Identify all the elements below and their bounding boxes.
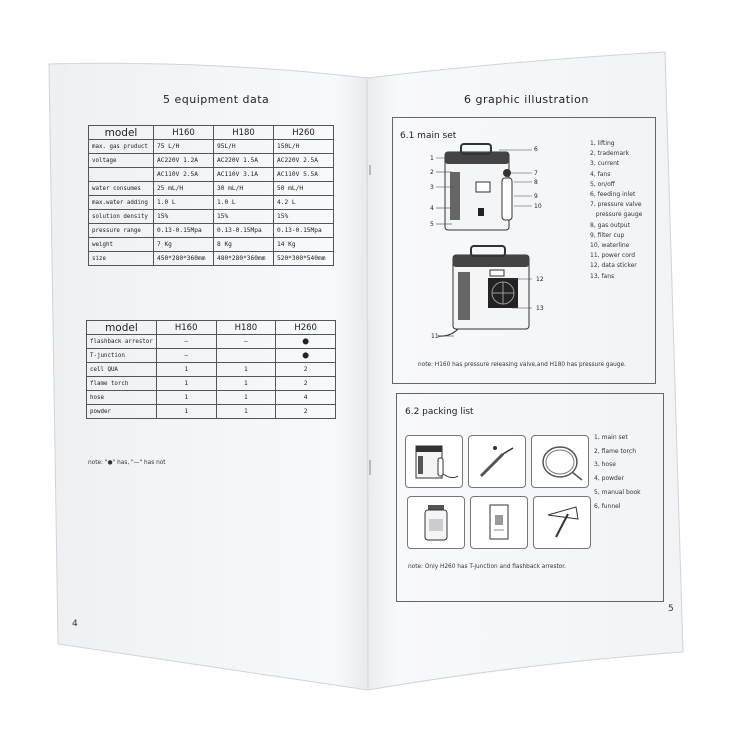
row-label: flashback arrestor	[87, 335, 157, 349]
table-row	[87, 405, 336, 419]
row-label: cell QUA	[87, 363, 157, 377]
packing-list-legend	[594, 431, 641, 513]
powder-thumb	[407, 496, 465, 549]
cell: 14 Kg	[274, 238, 334, 252]
cell: 520*300*540mm	[274, 252, 334, 266]
header-h160: H160	[154, 126, 214, 140]
table-row	[87, 335, 336, 349]
cell: 0.13-0.15Mpa	[214, 224, 274, 238]
main-set-title: 6.1 main set	[400, 131, 457, 141]
callout-11: 11	[431, 333, 439, 340]
row-label: water consumes	[89, 182, 154, 196]
table-row	[89, 182, 334, 196]
cell: 1.0 L	[214, 196, 274, 210]
cell: 50 mL/H	[274, 182, 334, 196]
table-row	[89, 252, 334, 266]
flame-torch-thumb	[468, 435, 526, 488]
legend-item: 10, waterline	[590, 242, 630, 250]
table-row	[87, 349, 336, 363]
cell: 4.2 L	[274, 196, 334, 210]
cell: 2	[276, 405, 336, 419]
callout-6: 6	[534, 146, 538, 153]
callout-5: 5	[430, 221, 434, 228]
table-row	[89, 140, 334, 154]
callout-8: 8	[534, 179, 538, 186]
table-row	[89, 210, 334, 224]
callout-7: 7	[534, 170, 538, 177]
cell: ●	[276, 349, 336, 363]
row-label: T-junction	[87, 349, 157, 363]
cell: AC110V 3.1A	[214, 168, 274, 182]
row-label: weight	[89, 238, 154, 252]
header-model: model	[87, 321, 157, 335]
cell: 8 Kg	[214, 238, 274, 252]
section-5-title: 5 equipment data	[163, 93, 270, 106]
cell: 7 Kg	[154, 238, 214, 252]
callout-9: 9	[534, 193, 538, 200]
packing-item: 6, funnel	[594, 502, 621, 510]
row-label: flame torch	[87, 377, 157, 391]
table-row	[89, 224, 334, 238]
packing-list-note: note: Only H260 has T-junction and flashback arrestor.	[408, 564, 566, 570]
row-label: size	[89, 252, 154, 266]
row-label: pressure range	[89, 224, 154, 238]
row-label: powder	[87, 405, 157, 419]
legend-item: 11, power cord	[590, 252, 636, 260]
table-row	[89, 168, 334, 182]
cell: 25 mL/H	[154, 182, 214, 196]
legend-item: 7, pressure valve	[590, 201, 642, 209]
packing-item: 2, flame torch	[594, 447, 636, 455]
header-h260: H260	[274, 126, 334, 140]
main-set-thumb	[405, 435, 463, 488]
table-row	[89, 154, 334, 168]
header-model: model	[89, 126, 154, 140]
cell: 0.13-0.15Mpa	[274, 224, 334, 238]
page-number-left: 4	[72, 619, 78, 629]
cell: 75 L/H	[154, 140, 214, 154]
packing-item: 4, powder	[594, 475, 624, 483]
cell: AC220V 2.5A	[274, 154, 334, 168]
cell: 1	[216, 391, 276, 405]
callout-2: 2	[430, 169, 434, 176]
accessories-table	[86, 320, 336, 419]
cell: 30 mL/H	[214, 182, 274, 196]
packing-item: 3, hose	[594, 461, 616, 469]
header-h180: H180	[214, 126, 274, 140]
manual-book-thumb	[470, 496, 528, 549]
callout-12: 12	[536, 276, 544, 283]
main-set-note: note: H160 has pressure releasing valve,and H180 has pressure gauge.	[418, 362, 626, 368]
table-row	[87, 377, 336, 391]
legend-item: 4, fans	[590, 170, 611, 178]
cell: —	[156, 335, 216, 349]
funnel-thumb	[533, 496, 591, 549]
row-label: voltage	[89, 154, 154, 168]
cell: 1	[216, 363, 276, 377]
cell: 4	[276, 391, 336, 405]
cell: 1	[216, 405, 276, 419]
cell: AC220V 1.5A	[214, 154, 274, 168]
cell: 1	[156, 405, 216, 419]
packing-item: 5, manual book	[594, 488, 641, 496]
callout-4: 4	[430, 205, 434, 212]
table-row	[87, 391, 336, 405]
row-label	[89, 168, 154, 182]
row-label: hose	[87, 391, 157, 405]
packing-item: 1, main set	[594, 434, 628, 441]
table-header-row	[89, 126, 334, 140]
legend-item: pressure gauge	[590, 211, 643, 219]
cell: 2	[276, 377, 336, 391]
cell: 450*280*360mm	[154, 252, 214, 266]
cell: 95L/H	[214, 140, 274, 154]
cell: AC220V 1.2A	[154, 154, 214, 168]
main-set-legend	[590, 139, 642, 282]
cell: ●	[276, 335, 336, 349]
legend-item: 12, data sticker	[590, 262, 637, 270]
cell: 1.0 L	[154, 196, 214, 210]
legend-item: 9, filter cup	[590, 231, 625, 239]
table-row	[89, 238, 334, 252]
table-row	[87, 363, 336, 377]
cell: —	[156, 349, 216, 363]
row-label: max.water adding	[89, 196, 154, 210]
table-header-row	[87, 321, 336, 335]
legend-item: 6, feeding inlet	[590, 191, 636, 199]
cell: AC110V 2.5A	[154, 168, 214, 182]
cell: 480*280*360mm	[214, 252, 274, 266]
table-row	[89, 196, 334, 210]
cell: 15%	[214, 210, 274, 224]
cell: 1	[156, 377, 216, 391]
packing-list-title: 6.2 packing list	[405, 407, 474, 417]
cell: AC110V 5.5A	[274, 168, 334, 182]
callout-13: 13	[536, 305, 544, 312]
cell: 15%	[154, 210, 214, 224]
legend-item: 13, fans	[590, 272, 615, 280]
callout-10: 10	[534, 203, 542, 210]
header-h260: H260	[276, 321, 336, 335]
cell: 150L/H	[274, 140, 334, 154]
page-number-right: 5	[668, 604, 674, 614]
header-h160: H160	[156, 321, 216, 335]
cell: 15%	[274, 210, 334, 224]
cell	[216, 349, 276, 363]
cell: 2	[276, 363, 336, 377]
cell: —	[216, 335, 276, 349]
cell: 0.13-0.15Mpa	[154, 224, 214, 238]
legend-note: note: "●" has, "—" has not	[88, 460, 166, 466]
header-h180: H180	[216, 321, 276, 335]
section-6-title: 6 graphic illustration	[464, 93, 589, 106]
legend-item: 1, lifting	[590, 140, 615, 147]
cell: 1	[156, 391, 216, 405]
callout-1: 1	[430, 155, 434, 162]
legend-item: 2, trademark	[590, 150, 630, 158]
hose-thumb	[531, 435, 589, 488]
row-label: max. gas pruduct	[89, 140, 154, 154]
equipment-data-table	[88, 125, 334, 266]
legend-item: 3, current	[590, 160, 620, 168]
legend-item: 5, on/off	[590, 180, 615, 188]
row-label: solution density	[89, 210, 154, 224]
callout-3: 3	[430, 184, 434, 191]
cell: 1	[156, 363, 216, 377]
legend-item: 8, gas output	[590, 221, 630, 229]
cell: 1	[216, 377, 276, 391]
